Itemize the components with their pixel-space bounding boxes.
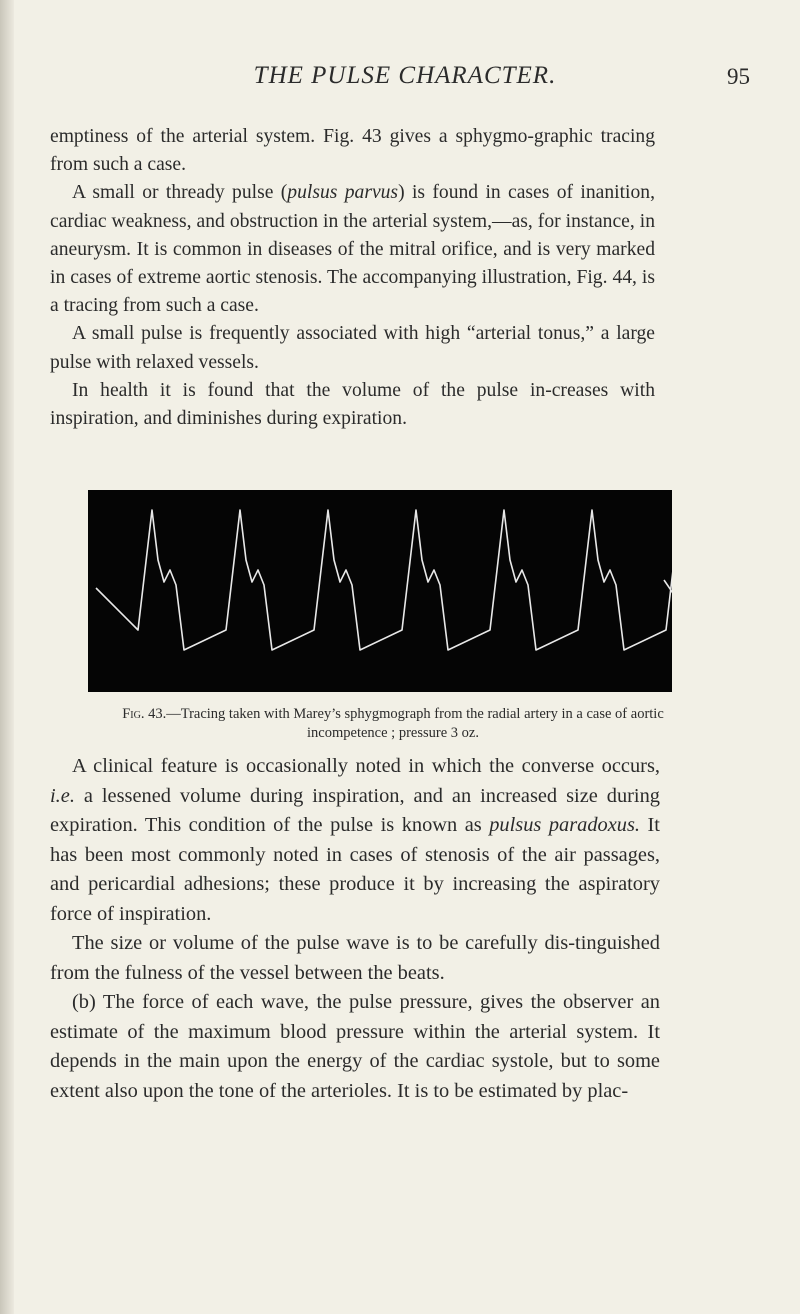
paragraph-arterial-tonus: A small pulse is frequently associated with high “arterial tonus,” a large pulse with relaxed vessels. [50, 323, 655, 373]
figure-caption-text: —Tracing taken with Marey’s sphygmograph from the radial artery in a case of aortic incompetence ; pressure 3 oz. [166, 706, 664, 741]
paragraph-pulsus-paradoxus [50, 752, 660, 929]
italic-term: pulsus parvus [287, 182, 399, 204]
text-block-bottom [50, 752, 660, 1106]
running-title: THE PULSE CHARACTER. [253, 62, 557, 89]
paragraph-text: a lessened volume during inspiration, and an increased size during expiration. This condition of the pulse is known as [50, 784, 660, 836]
paragraph-force-of-wave: (b) The force of each wave, the pulse pressure, gives the observer an estimate of the maximum blood pressure within the arterial system. It depends in the main upon the energy of the cardiac systole, but to some extent also upon the tone of the arterioles. It is to be estimated by plac- [50, 991, 660, 1102]
paragraph-size-volume: The size or volume of the pulse wave is to be carefully dis-tinguished from the fulness of the vessel between the beats. [50, 932, 660, 984]
figure-caption [98, 705, 688, 743]
paragraph-health-volume: In health it is found that the volume of the pulse in-creases with inspiration, and diminishes during expiration. [50, 379, 655, 430]
paragraph-text: It has been most commonly noted in cases of stenosis of the air passages, and pericardial adhesions; these produce it by increasing the aspiratory force of inspiration. [50, 814, 660, 925]
italic-term: i.e. [50, 784, 75, 807]
sphygmograph-tracing-figure [88, 490, 672, 692]
figure-label: Fig. 43. [122, 706, 167, 722]
tracing-background [88, 490, 672, 692]
page-number: 95 [727, 64, 750, 89]
paragraph-text: ) is found in cases of inanition, cardiac weakness, and obstruction in the arterial system,—as, for instance, in aneurysm. It is common in diseases of the mitral orifice, and is very marked in cases of extreme aortic stenosis. The accompanying illustration, Fig. 44, is a tracing from such a case. [50, 182, 655, 317]
paragraph-pulsus-parvus [50, 179, 655, 320]
pulse-tracing-svg [88, 490, 672, 692]
page-header [60, 62, 750, 96]
page-gutter-shadow [0, 0, 14, 1314]
text-block-top [50, 123, 655, 433]
paragraph-continuation: emptiness of the arterial system. Fig. 43 gives a sphygmo-graphic tracing from such a case. [50, 126, 655, 176]
italic-term: pulsus paradoxus. [489, 814, 641, 836]
paragraph-text: A clinical feature is occasionally noted in which the converse occurs, [72, 755, 660, 777]
paragraph-text: A small or thready pulse ( [72, 182, 288, 204]
